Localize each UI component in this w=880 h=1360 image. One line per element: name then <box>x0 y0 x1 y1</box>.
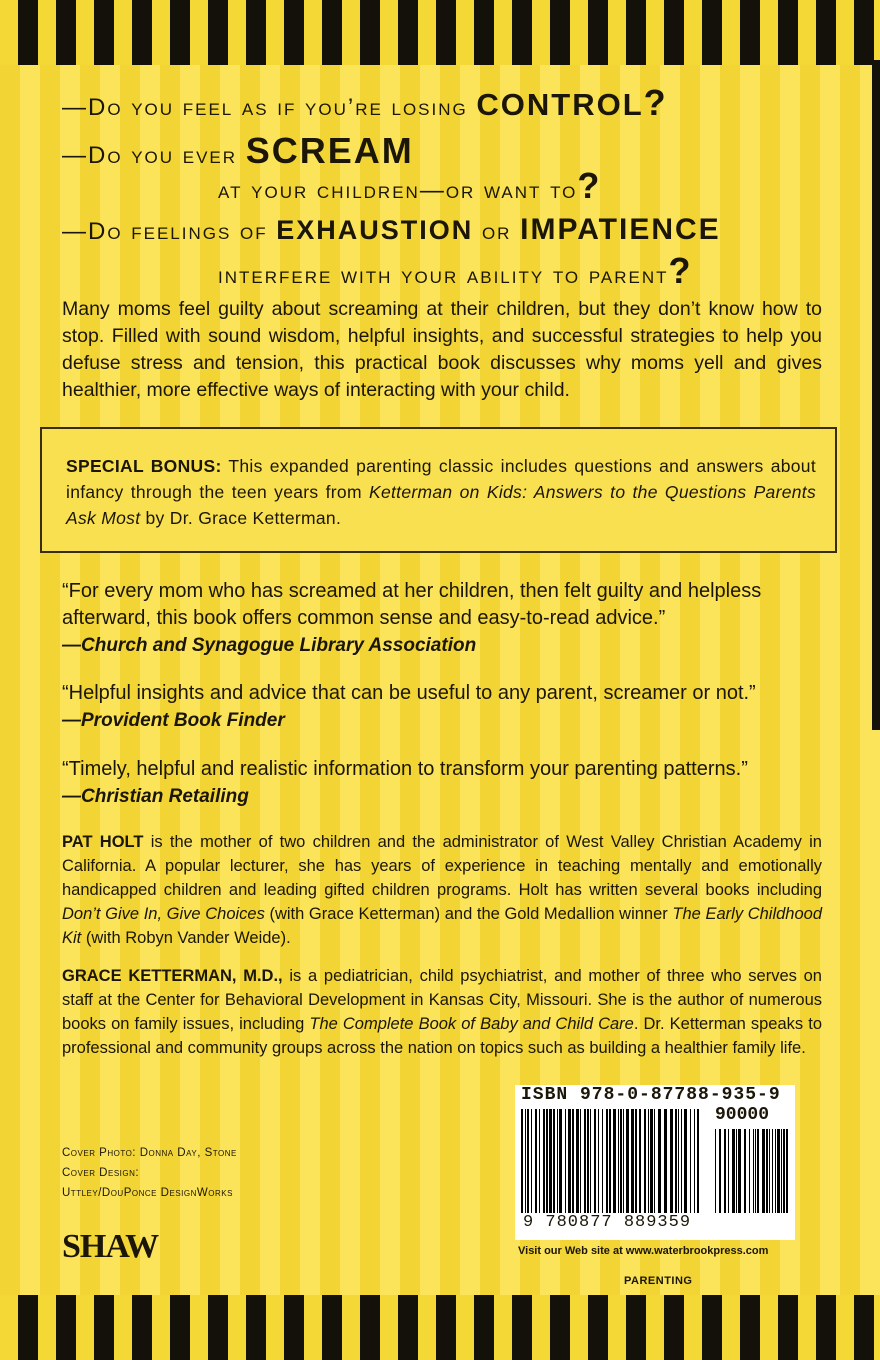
category-label: PARENTING <box>624 1275 693 1287</box>
barcode-bar <box>664 1109 667 1213</box>
top-stripe-band <box>0 0 880 65</box>
author-bio-ketterman <box>62 964 822 1060</box>
cover-credits <box>62 1143 237 1203</box>
special-bonus-text <box>66 453 816 531</box>
barcode-bar <box>553 1109 555 1213</box>
barcode-bar <box>694 1109 695 1213</box>
isbn-barcode <box>515 1085 795 1240</box>
special-bonus-label: SPECIAL BONUS: <box>66 456 222 476</box>
barcode-bar <box>606 1109 608 1213</box>
addon-barcode-bar <box>738 1129 741 1213</box>
addon-barcode-bar <box>781 1129 782 1213</box>
barcode-bar <box>580 1109 581 1213</box>
barcode-bar <box>635 1109 637 1213</box>
publisher-logo: SHAW <box>62 1228 159 1265</box>
bonus-text-part: This expanded parenting classic includes questions and answers about infancy through the teen years from <box>66 456 816 502</box>
barcode-bar <box>675 1109 677 1213</box>
question-mark: ? <box>577 165 602 206</box>
barcode-bar <box>697 1109 699 1213</box>
barcode-bar <box>590 1109 591 1213</box>
endorsement-quote <box>62 756 842 810</box>
barcode-bar <box>681 1109 682 1213</box>
barcode-bar <box>613 1109 616 1213</box>
addon-barcode-bar <box>777 1129 780 1213</box>
barcode-bar <box>565 1109 566 1213</box>
endorsement-quote <box>62 680 842 734</box>
cover-design-credit: Uttley/DouPonce DesignWorks <box>62 1187 233 1199</box>
addon-barcode-bar <box>755 1129 756 1213</box>
barcode-bar <box>618 1109 619 1213</box>
quote-source: —Provident Book Finder <box>62 710 285 731</box>
barcode-bar <box>654 1109 655 1213</box>
question-mark: ? <box>668 250 693 291</box>
barcode-bar <box>559 1109 562 1213</box>
quote-source: —Christian Retailing <box>62 786 249 807</box>
addon-barcode-bar <box>753 1129 754 1213</box>
barcode-bar <box>609 1109 611 1213</box>
addon-barcode-bar <box>757 1129 759 1213</box>
headline-emphasis: SCREAM <box>245 130 414 171</box>
barcode-bar <box>639 1109 641 1213</box>
question-mark: ? <box>643 82 668 123</box>
quote-text: “Helpful insights and advice that can be useful to any parent, screamer or not.” <box>62 682 756 704</box>
author-name: GRACE KETTERMAN, M.D., <box>62 967 283 985</box>
author-name: PAT HOLT <box>62 833 144 851</box>
barcode-bar <box>690 1109 691 1213</box>
headline-text: interfere with your ability to parent <box>218 262 669 289</box>
quote-text: “Timely, helpful and realistic information to transform your parenting patterns.” <box>62 758 748 780</box>
barcode-bar <box>670 1109 673 1213</box>
barcode-bar <box>684 1109 687 1213</box>
barcode-bar <box>535 1109 537 1213</box>
barcode-bar <box>539 1109 540 1213</box>
barcode-bar <box>549 1109 552 1213</box>
isbn-label: ISBN 978-0-87788-935-9 <box>521 1085 781 1105</box>
barcode-bar <box>572 1109 574 1213</box>
headline-emphasis: CONTROL <box>476 87 644 122</box>
barcode-bars <box>521 1109 789 1213</box>
barcode-bar <box>531 1109 532 1213</box>
addon-barcode-bar <box>772 1129 773 1213</box>
addon-barcode-bar <box>775 1129 776 1213</box>
headline-text: at your children—or want to <box>218 177 578 204</box>
headline-emphasis: IMPATIENCE <box>520 213 721 246</box>
book-description: Many moms feel guilty about screaming at their children, but they don’t know how to stop. Filled with sound wisdom, helpful insights, and successful strategies to help you defuse stress and tension, this practical book discusses why moms yell and gives healthier, more effective ways of interacting with your child. <box>62 298 822 401</box>
bio-text: (with Grace Ketterman) and the Gold Medallion winner <box>264 905 673 923</box>
headline-control <box>62 82 668 124</box>
barcode-bar <box>576 1109 579 1213</box>
addon-barcode-bar <box>783 1129 785 1213</box>
addon-barcode-bar <box>766 1129 768 1213</box>
headline-text: —Do feelings of <box>62 218 277 245</box>
addon-barcode-bar <box>719 1129 721 1213</box>
headline-text: or <box>473 218 521 245</box>
addon-barcode-bar <box>762 1129 765 1213</box>
barcode-bar <box>678 1109 679 1213</box>
barcode-bar <box>648 1109 649 1213</box>
barcode-bar <box>568 1109 571 1213</box>
bio-text: (with Robyn Vander Weide). <box>81 929 291 947</box>
headline-children <box>218 165 601 207</box>
quote-text: “For every mom who has screamed at her children, then felt guilty and helpless afterward, this book offers common sense and easy-to-read advice.” <box>62 580 762 629</box>
cover-design-label: Cover Design: <box>62 1167 140 1179</box>
book-title: The Complete Book of Baby and Child Care <box>309 1015 634 1033</box>
quote-source: —Church and Synagogue Library Association <box>62 635 477 656</box>
barcode-bar <box>602 1109 603 1213</box>
bio-text: is a pediatrician, child psychiatrist, and mother of three who serves on staff at the Center for Behavioral Development in Kansas City, Missouri. She is the author of numerous books on family issues, including <box>62 967 822 1033</box>
barcode-bar <box>525 1109 526 1213</box>
headline-text: —Do you feel as if you’re losing <box>62 94 477 121</box>
addon-barcode-bar <box>749 1129 750 1213</box>
barcode-bar <box>620 1109 622 1213</box>
addon-barcode-bar <box>728 1129 729 1213</box>
barcode-bar <box>631 1109 634 1213</box>
barcode-bar <box>658 1109 661 1213</box>
endorsement-quote <box>62 578 842 659</box>
addon-barcode-bar <box>786 1129 788 1213</box>
barcode-bar <box>650 1109 653 1213</box>
headline-exhaustion <box>62 213 721 247</box>
website-text: Visit our Web site at www.waterbrookpress.com <box>518 1245 769 1257</box>
barcode-bar <box>584 1109 586 1213</box>
barcode-bar <box>543 1109 545 1213</box>
bottom-stripe-band <box>0 1295 880 1360</box>
bonus-book-title: Ketterman on Kids: Answers to the Questions Parents Ask Most <box>66 482 816 528</box>
headline-interfere <box>218 250 693 292</box>
book-title: Don’t Give In, Give Choices <box>62 905 265 923</box>
cover-photo-credit: Cover Photo: Donna Day, Stone <box>62 1147 237 1159</box>
addon-barcode-bar <box>769 1129 770 1213</box>
barcode-bar <box>521 1109 523 1213</box>
book-title: The Early Childhood Kit <box>62 905 823 947</box>
barcode-bar <box>587 1109 589 1213</box>
bio-text: . Dr. Ketterman speaks to professional and community groups across the nation on topics such as building a healthier family life. <box>62 1015 822 1057</box>
addon-barcode-bar <box>736 1129 737 1213</box>
special-bonus-box <box>40 427 837 553</box>
barcode-digits: 9 780877 889359 <box>523 1213 692 1232</box>
bonus-text-part: by Dr. Grace Ketterman. <box>140 508 342 528</box>
barcode-bar <box>644 1109 646 1213</box>
author-bio-holt <box>62 830 822 950</box>
headline-text: —Do you ever <box>62 142 246 169</box>
barcode-bar <box>623 1109 624 1213</box>
price-code: 90000 <box>715 1105 770 1125</box>
addon-barcode-bar <box>724 1129 726 1213</box>
barcode-bar <box>546 1109 548 1213</box>
addon-barcode-bar <box>732 1129 735 1213</box>
addon-barcode-bar <box>715 1129 716 1213</box>
barcode-bar <box>557 1109 558 1213</box>
right-edge-bar <box>872 60 880 730</box>
headline-emphasis: EXHAUSTION <box>276 215 474 245</box>
barcode-bar <box>594 1109 596 1213</box>
barcode-bar <box>527 1109 529 1213</box>
addon-barcode-bar <box>744 1129 746 1213</box>
barcode-bar <box>598 1109 599 1213</box>
barcode-bar <box>626 1109 629 1213</box>
bio-text: is the mother of two children and the administrator of West Valley Christian Academy in California. A popular lecturer, she has years of experience in teaching mentally and emotionally handicapped children and leading gifted children programs. Holt has written several books including <box>62 833 822 899</box>
